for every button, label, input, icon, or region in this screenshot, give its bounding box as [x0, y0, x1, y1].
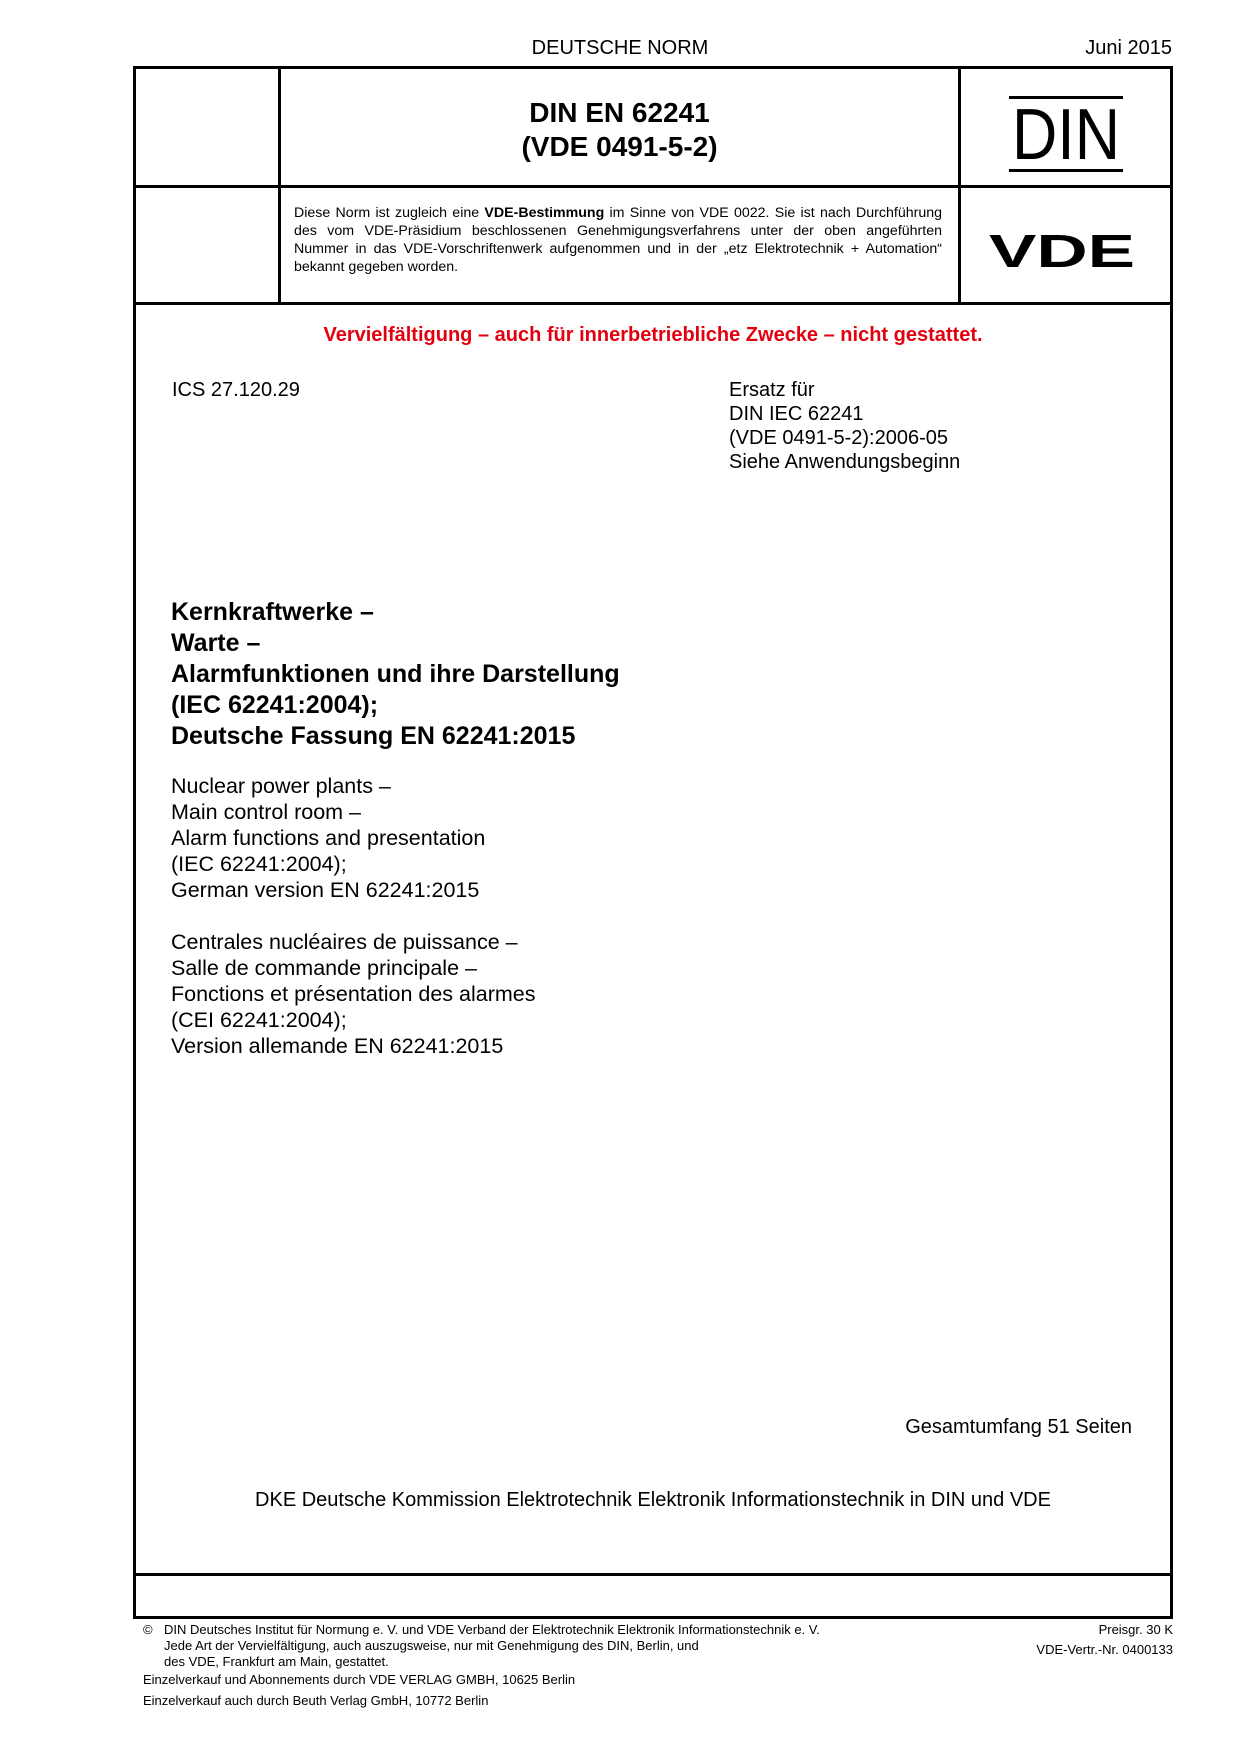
- title-french-line: Fonctions et présentation des alarmes: [171, 982, 536, 1006]
- publication-date: Juni 2015: [1085, 37, 1172, 59]
- title-english-line: German version EN 62241:2015: [171, 878, 480, 902]
- copyright-line: des VDE, Frankfurt am Main, gestattet.: [164, 1654, 389, 1669]
- title-english-line: (IEC 62241:2004);: [171, 852, 347, 876]
- price-group: Preisgr. 30 K: [1098, 1622, 1173, 1637]
- order-number: VDE-Vertr.-Nr. 0400133: [1036, 1642, 1173, 1657]
- copyright-symbol: ©: [143, 1622, 153, 1637]
- replacement-line: DIN IEC 62241: [729, 403, 864, 425]
- din-logo: [1009, 95, 1123, 175]
- footer-band-divider: [133, 1573, 1173, 1576]
- reproduction-warning: Vervielfältigung – auch für innerbetriebliche Zwecke – nicht gestattet.: [323, 324, 983, 346]
- title-english-line: Alarm functions and presentation: [171, 826, 486, 850]
- title-english: [171, 773, 485, 903]
- sales-line: Einzelverkauf und Abonnements durch VDE VERLAG GMBH, 10625 Berlin: [143, 1672, 576, 1687]
- title-french-line: (CEI 62241:2004);: [171, 1008, 347, 1032]
- sales-info: [143, 1672, 575, 1709]
- title-german-line: Warte –: [171, 629, 261, 657]
- vde-note-text: Diese Norm ist zugleich eine: [294, 205, 485, 221]
- copyright-notice: [164, 1622, 820, 1670]
- title-english-line: Nuclear power plants –: [171, 774, 391, 798]
- vde-note-bold: VDE-Bestimmung: [484, 205, 605, 221]
- din-logo-text: DIN: [1012, 95, 1120, 175]
- title-german-line: Alarmfunktionen und ihre Darstellung: [171, 660, 620, 688]
- vde-note: [294, 204, 942, 276]
- document-number-line2: (VDE 0491-5-2): [521, 131, 718, 162]
- right-column-divider: [958, 66, 961, 304]
- replacement-line: (VDE 0491-5-2):2006-05: [729, 427, 949, 449]
- title-french-line: Version allemande EN 62241:2015: [171, 1034, 504, 1058]
- copyright-line: DIN Deutsches Institut für Normung e. V. und VDE Verband der Elektrotechnik Elektronik Informationstechnik e. V.: [164, 1622, 820, 1637]
- title-french-line: Centrales nucléaires de puissance –: [171, 930, 518, 954]
- header-divider: [133, 185, 1173, 188]
- replacement-line: Siehe Anwendungsbeginn: [729, 451, 961, 473]
- title-german-line: Deutsche Fassung EN 62241:2015: [171, 722, 576, 750]
- title-french-line: Salle de commande principale –: [171, 956, 477, 980]
- dke-line: DKE Deutsche Kommission Elektrotechnik Elektronik Informationstechnik in DIN und VDE: [255, 1489, 1051, 1511]
- title-german-line: (IEC 62241:2004);: [171, 691, 379, 719]
- replacement-info: [729, 378, 960, 474]
- sales-line: Einzelverkauf auch durch Beuth Verlag GmbH, 10772 Berlin: [143, 1693, 489, 1708]
- replacement-line: Ersatz für: [729, 379, 815, 401]
- page-count: Gesamtumfang 51 Seiten: [905, 1416, 1132, 1438]
- title-german: [171, 597, 620, 752]
- vde-logo: [987, 225, 1137, 277]
- document-number-line1: DIN EN 62241: [529, 97, 710, 128]
- title-german-line: Kernkraftwerke –: [171, 598, 374, 626]
- title-english-line: Main control room –: [171, 800, 361, 824]
- document-type-label: DEUTSCHE NORM: [531, 37, 709, 59]
- ics-code: ICS 27.120.29: [172, 379, 300, 401]
- vde-note-text-cont: im Sinne von VDE 0022. Sie ist nach Durchführung des vom VDE-Präsidium beschlossenen Genehmigungsverfahrens unter der oben angeführten Nummer in das VDE-Vorschriftenwerk aufgenommen und in der „etz Elektrotechnik + Automation“ bekannt gegeben worden.: [294, 205, 942, 275]
- title-french: [171, 929, 536, 1059]
- header-bottom-divider: [133, 302, 1173, 305]
- copyright-line: Jede Art der Vervielfältigung, auch auszugsweise, nur mit Genehmigung des DIN, Berlin, und: [164, 1638, 699, 1653]
- document-number: [281, 96, 958, 164]
- vde-logo-text: VDE: [989, 225, 1135, 277]
